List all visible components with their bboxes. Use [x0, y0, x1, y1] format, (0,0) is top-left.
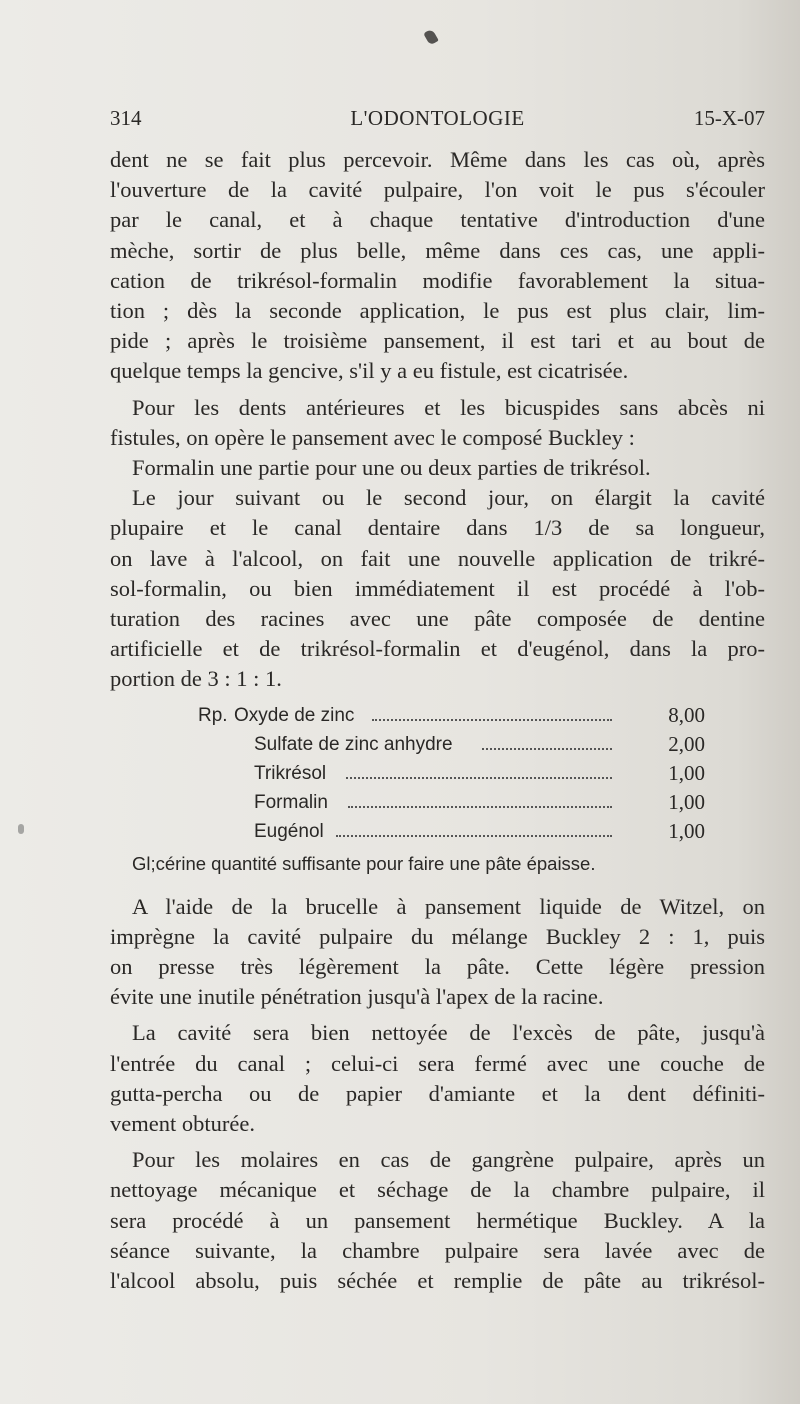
text-line: l'alcool absolu, puis séchée et remplie de pâte au trikrésol- — [110, 1268, 765, 1294]
text-line: vement obturée. — [110, 1111, 255, 1137]
text-line: Pour les dents antérieures et les bicuspides sans abcès ni — [132, 394, 765, 420]
text-line: cation de trikrésol-formalin modifie favorablement la situa- — [110, 267, 765, 293]
text-line: artificielle et de trikrésol-formalin et d'eugénol, dans la pro- — [110, 636, 765, 662]
leader-dots — [482, 728, 612, 750]
text-line: plupaire et le canal dentaire dans 1/3 de sa longueur, — [110, 515, 765, 541]
ingredient-quantity: 8,00 — [668, 702, 705, 727]
paragraph — [110, 393, 765, 453]
text-line: quelque temps la gencive, s'il y a eu fistule, est cicatrisée. — [110, 358, 629, 384]
text-line: fistules, on opère le pansement avec le composé Buckley : — [110, 424, 635, 450]
margin-mark — [18, 824, 24, 834]
text-line: Formalin une partie pour une ou deux parties de trikrésol. — [132, 455, 651, 481]
text-line: turation des racines avec une pâte composée de dentine — [110, 606, 765, 632]
prescription — [110, 701, 765, 846]
text-line: par le canal, et à chaque tentative d'introduction d'une — [110, 207, 765, 233]
recipe-prefix: Rp. — [198, 704, 228, 726]
text-line: sol-formalin, ou bien immédiatement il est procédé à l'ob- — [110, 575, 765, 601]
text-line: nettoyage mécanique et séchage de la chambre pulpaire, il — [110, 1177, 765, 1203]
text-line: imprègne la cavité pulpaire du mélange Buckley 2 : 1, puis — [110, 923, 765, 949]
text-line: séance suivante, la chambre pulpaire sera lavée avec de — [110, 1237, 765, 1263]
recipe-row — [110, 759, 765, 788]
text-line: gutta-percha ou de papier d'amiante et la dent définiti- — [110, 1080, 765, 1106]
journal-title: L'ODONTOLOGIE — [350, 106, 525, 130]
text-line: évite une inutile pénétration jusqu'à l'apex de la racine. — [110, 984, 604, 1010]
paragraph — [110, 1145, 765, 1296]
text-line: A l'aide de la brucelle à pansement liquide de Witzel, on — [132, 893, 765, 919]
page-body — [110, 145, 765, 1296]
text-line: portion de 3 : 1 : 1. — [110, 666, 282, 692]
recipe-row — [110, 817, 765, 846]
paragraph — [110, 453, 765, 483]
text-line: tion ; dès la seconde application, le pus est plus clair, lim- — [110, 298, 765, 324]
text-line: La cavité sera bien nettoyée de l'excès de pâte, jusqu'à — [132, 1020, 765, 1046]
paragraph — [110, 483, 765, 694]
leader-dots — [372, 699, 612, 721]
text-line: on lave à l'alcool, on fait une nouvelle application de trikré- — [110, 545, 765, 571]
ingredient-quantity: 1,00 — [668, 760, 705, 785]
recipe-row — [110, 701, 765, 730]
recipe-row — [110, 730, 765, 759]
recipe-row — [110, 788, 765, 817]
ingredient-quantity: 1,00 — [668, 818, 705, 843]
issue-date: 15-X-07 — [693, 106, 765, 130]
paragraph — [110, 145, 765, 387]
text-line: on presse très légèrement la pâte. Cette légère pression — [110, 954, 765, 980]
ingredient-name: Eugénol — [254, 820, 324, 842]
text-line: dent ne se fait plus percevoir. Même dans les cas où, après — [110, 147, 765, 172]
ingredient-name: Oxyde de zinc — [234, 704, 355, 726]
leader-dots — [336, 815, 612, 837]
ingredient-quantity: 2,00 — [668, 731, 705, 756]
leader-dots — [346, 757, 612, 779]
ingredient-name: Trikrésol — [254, 762, 327, 784]
text-line: Pour les molaires en cas de gangrène pulpaire, après un — [132, 1147, 765, 1173]
ingredient-name: Formalin — [254, 791, 328, 813]
text-line: mèche, sortir de plus belle, même dans ces cas, une appli- — [110, 237, 765, 263]
leader-dots — [348, 786, 612, 808]
ink-smudge — [423, 28, 439, 45]
text-line: l'entrée du canal ; celui-ci sera fermé avec une couche de — [110, 1050, 765, 1076]
paragraph — [110, 1018, 765, 1139]
ingredient-quantity: 1,00 — [668, 789, 705, 814]
recipe-note: Gl;cérine quantité suffisante pour faire une pâte épaisse. — [132, 852, 596, 874]
text-line: l'ouverture de la cavité pulpaire, l'on voit le pus s'écouler — [110, 177, 765, 203]
text-line: sera procédé à un pansement hermétique Buckley. A la — [110, 1207, 765, 1233]
running-header — [110, 106, 765, 136]
paragraph — [110, 892, 765, 1013]
ingredient-name: Sulfate de zinc anhydre — [254, 733, 453, 755]
text-line: pide ; après le troisième pansement, il est tari et au bout de — [110, 328, 765, 354]
text-line: Le jour suivant ou le second jour, on élargit la cavité — [132, 485, 765, 511]
page-number: 314 — [110, 106, 142, 130]
